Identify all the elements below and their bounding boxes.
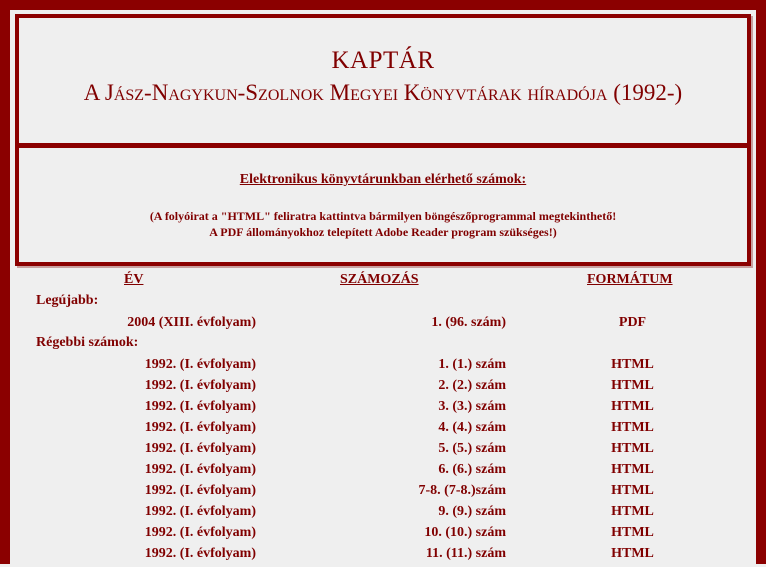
row-format-link[interactable]: HTML — [611, 357, 654, 372]
page-title: KAPTÁR — [331, 47, 435, 74]
row-year: 2004 (XIII. évfolyam) — [127, 315, 256, 330]
info-area — [19, 148, 747, 266]
row-number: 1. (1.) szám — [438, 357, 506, 372]
info-note-line2: A PDF állományokhoz telepített Adobe Reader program szükséges!) — [209, 225, 557, 239]
latest-label: Legújabb: — [36, 293, 99, 308]
row-year: 1992. (I. évfolyam) — [144, 483, 256, 498]
row-number: 1. (96. szám) — [431, 315, 506, 330]
table-row — [0, 315, 766, 336]
row-format-link[interactable]: HTML — [611, 420, 654, 435]
row-format-link[interactable]: HTML — [611, 399, 654, 414]
row-year: 1992. (I. évfolyam) — [144, 378, 256, 393]
row-number: 3. (3.) szám — [438, 399, 506, 414]
row-year: 1992. (I. évfolyam) — [144, 546, 256, 561]
info-note-line1: (A folyóirat a "HTML" feliratra kattintva bármilyen böngészőprogrammal megtekinthető! — [149, 209, 617, 223]
row-year: 1992. (I. évfolyam) — [144, 504, 256, 519]
row-number: 4. (4.) szám — [438, 420, 506, 435]
table-row — [0, 504, 766, 525]
header-box — [15, 14, 751, 266]
row-format-link[interactable]: HTML — [611, 504, 654, 519]
row-number: 9. (9.) szám — [438, 504, 506, 519]
older-label: Régebbi számok: — [36, 335, 139, 350]
table-row — [0, 420, 766, 441]
row-number: 6. (6.) szám — [438, 462, 506, 477]
row-format-link[interactable]: HTML — [611, 546, 654, 561]
table-row — [0, 525, 766, 546]
row-number: 7-8. (7-8.)szám — [418, 483, 506, 498]
table-row — [0, 483, 766, 504]
row-number: 5. (5.) szám — [438, 441, 506, 456]
row-format-link[interactable]: PDF — [618, 315, 647, 330]
row-year: 1992. (I. évfolyam) — [144, 399, 256, 414]
row-year: 1992. (I. évfolyam) — [144, 357, 256, 372]
row-year: 1992. (I. évfolyam) — [144, 420, 256, 435]
row-number: 2. (2.) szám — [438, 378, 506, 393]
title-area — [19, 18, 747, 148]
row-format-link[interactable]: HTML — [611, 483, 654, 498]
table-row — [0, 441, 766, 462]
column-header-format: FORMÁTUM — [587, 272, 673, 287]
row-format-link[interactable]: HTML — [611, 441, 654, 456]
table-row — [0, 399, 766, 420]
table-row — [0, 462, 766, 483]
info-note — [19, 208, 747, 240]
table-row — [0, 357, 766, 378]
row-format-link[interactable]: HTML — [611, 525, 654, 540]
column-header-number: SZÁMOZÁS — [340, 272, 419, 287]
column-header-year: ÉV — [124, 272, 144, 287]
row-year: 1992. (I. évfolyam) — [144, 525, 256, 540]
table-row — [0, 378, 766, 399]
row-format-link[interactable]: HTML — [611, 462, 654, 477]
page-subtitle: A Jász-Nagykun-Szolnok Megyei Könyvtárak híradója (1992-) — [83, 80, 683, 105]
row-number: 10. (10.) szám — [424, 525, 506, 540]
info-heading: Elektronikus könyvtárunkban elérhető számok: — [239, 172, 527, 187]
row-year: 1992. (I. évfolyam) — [144, 462, 256, 477]
row-year: 1992. (I. évfolyam) — [144, 441, 256, 456]
row-format-link[interactable]: HTML — [611, 378, 654, 393]
row-number: 11. (11.) szám — [425, 546, 506, 561]
